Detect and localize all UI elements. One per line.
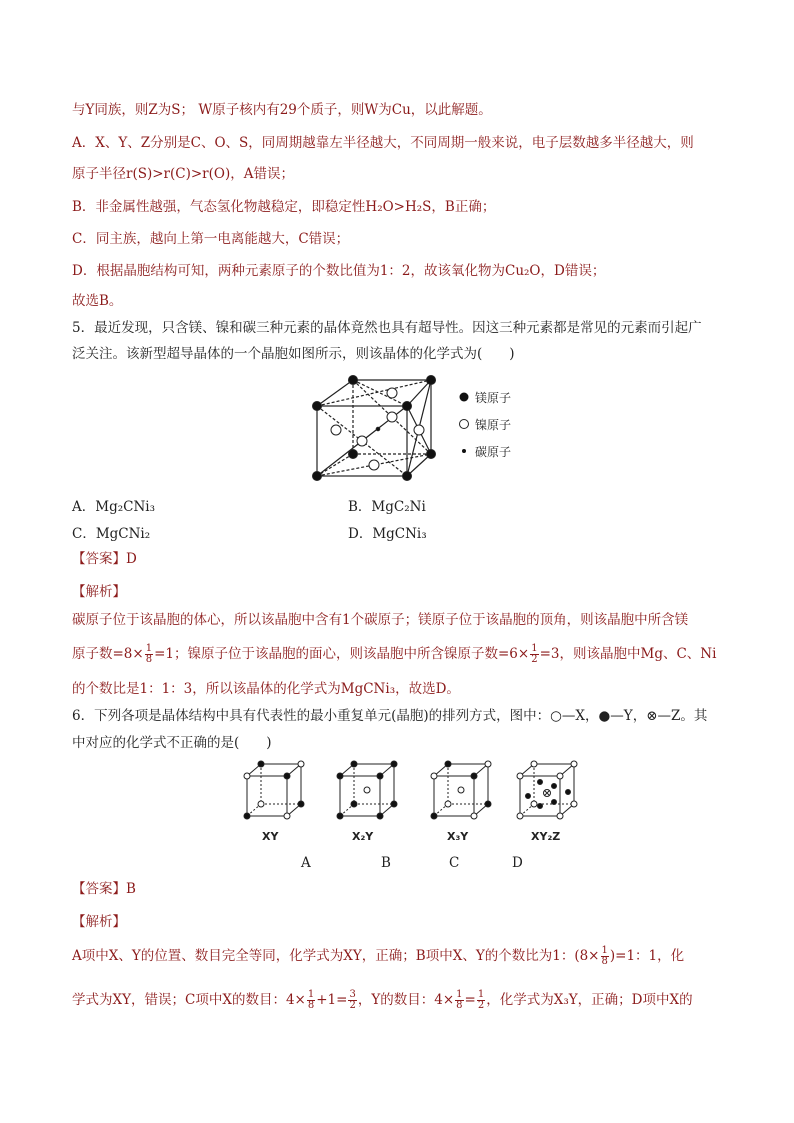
analysis-text: = [464, 992, 476, 1008]
label-d: D [512, 855, 523, 871]
analysis-label: 【解析】 [72, 584, 126, 600]
option-d: D．MgCNi₃ [348, 526, 427, 542]
analysis-5-line-2 [72, 644, 716, 665]
analysis-text: 学式为XY，错误；C项中X的数目：4× [72, 992, 306, 1008]
analysis-text: ，Y的数目：4× [357, 992, 455, 1008]
answer-5 [72, 549, 137, 569]
analysis-6-line-2 [72, 990, 693, 1011]
analysis-text: +1= [316, 992, 348, 1008]
answer-value: B [126, 881, 136, 897]
answer-label: 【答案】 [72, 881, 126, 897]
denominator: 8 [145, 654, 153, 665]
text-line: 故选B。 [72, 293, 123, 309]
denominator: 2 [477, 1000, 485, 1011]
answer-6 [72, 879, 136, 899]
cell-c-figure [430, 760, 494, 824]
denominator: 8 [456, 1000, 463, 1011]
numerator: 1 [531, 643, 538, 654]
analysis-text: 原子数=8× [72, 646, 144, 662]
caption-b: X₂Y [352, 830, 374, 843]
analysis-text: =3，则该晶胞中Mg、C、Ni [539, 646, 717, 662]
text-line: 原子半径r(S)>r(C)>r(O)，A错误； [72, 166, 294, 182]
analysis-5-line-1: 碳原子位于该晶胞的体心，所以该晶胞中含有1个碳原子；镁原子位于该晶胞的顶角，则该晶胞中所含镁 [72, 612, 689, 628]
analysis-text: ，化学式为X₃Y，正确；D项中X的 [486, 992, 693, 1008]
cell-a-figure [243, 760, 307, 824]
text-line: B．非金属性越强，气态氢化物越稳定，即稳定性H₂O>H₂S，B正确； [72, 199, 496, 215]
numerator: 1 [601, 945, 608, 956]
caption-c: X₃Y [447, 830, 469, 843]
cell-b-figure [336, 760, 400, 824]
numerator: 1 [477, 989, 485, 1000]
answer-value: D [126, 551, 137, 567]
option-a: A．Mg₂CNi₃ [72, 499, 155, 515]
analysis-5-line-3: 的个数比是1：1：3，所以该晶体的化学式为MgCNi₃，故选D。 [72, 681, 460, 697]
question-5-line-2: 泛关注。该新型超导晶体的一个晶胞如图所示，则该晶体的化学式为( ) [72, 346, 515, 362]
analysis-label: 【解析】 [72, 914, 126, 930]
fraction [307, 990, 315, 1011]
analysis-text: A项中X、Y的位置、数目完全等同，化学式为XY，正确；B项中X、Y的个数比为1：(8× [72, 948, 600, 964]
text-line: A．X、Y、Z分别是C、O、S，同周期越靠左半径越大，不同周期一般来说，电子层数越多半径越大，则 [72, 135, 694, 151]
legend-mg-label: 镁原子 [475, 391, 512, 405]
denominator: 8 [307, 1000, 315, 1011]
ni-atom-legend-icon [458, 418, 470, 430]
text-line: 与Y同族，则Z为S； W原子核内有29个质子，则W为Cu，以此解题。 [72, 102, 492, 118]
analysis-text: )=1：1，化 [609, 948, 685, 964]
c-atom-legend-icon [458, 445, 470, 457]
question-5-line-1: 5．最近发现，只含镁、镍和碳三种元素的晶体竟然也具有超导性。因这三种元素都是常见的元素而引起广 [72, 320, 702, 336]
fraction [455, 990, 463, 1011]
analysis-6-line-1 [72, 946, 684, 967]
analysis-text: =1；镍原子位于该晶胞的面心，则该晶胞中所含镍原子数=6× [154, 646, 530, 662]
legend-c-label: 碳原子 [475, 445, 512, 459]
label-a: A [301, 855, 311, 871]
numerator: 1 [456, 989, 463, 1000]
question-6-line-2: 中对应的化学式不正确的是( ) [72, 735, 272, 751]
option-b: B．MgC₂Ni [348, 499, 426, 515]
numerator: 1 [307, 989, 315, 1000]
legend-ni-label: 镍原子 [475, 418, 512, 432]
label-b: B [381, 855, 391, 871]
caption-d: XY₂Z [531, 830, 561, 843]
text-line: C．同主族，越向上第一电离能越大，C错误； [72, 231, 350, 247]
answer-label: 【答案】 [72, 551, 126, 567]
fraction [477, 990, 485, 1011]
numerator: 1 [145, 643, 153, 654]
caption-a: XY [262, 830, 279, 843]
fraction [145, 644, 153, 665]
mg-atom-legend-icon [458, 391, 470, 403]
text-line: D．根据晶胞结构可知，两种元素原子的个数比值为1：2，故该氧化物为Cu₂O，D错误； [72, 263, 606, 279]
fraction [530, 644, 538, 665]
denominator: 2 [349, 1000, 356, 1011]
numerator: 3 [349, 989, 356, 1000]
crystal-cell-figure [305, 372, 445, 484]
option-c: C．MgCNi₂ [72, 526, 151, 542]
label-c: C [449, 855, 460, 871]
denominator: 2 [531, 654, 538, 665]
denominator: 8 [601, 956, 608, 967]
fraction [348, 990, 356, 1011]
question-6-line-1: 6．下列各项是晶体结构中具有代表性的最小重复单元(晶胞)的排列方式，图中：○—X，●—Y，⊗—Z。其 [72, 708, 708, 724]
fraction [601, 946, 609, 967]
cell-d-figure [516, 760, 580, 824]
